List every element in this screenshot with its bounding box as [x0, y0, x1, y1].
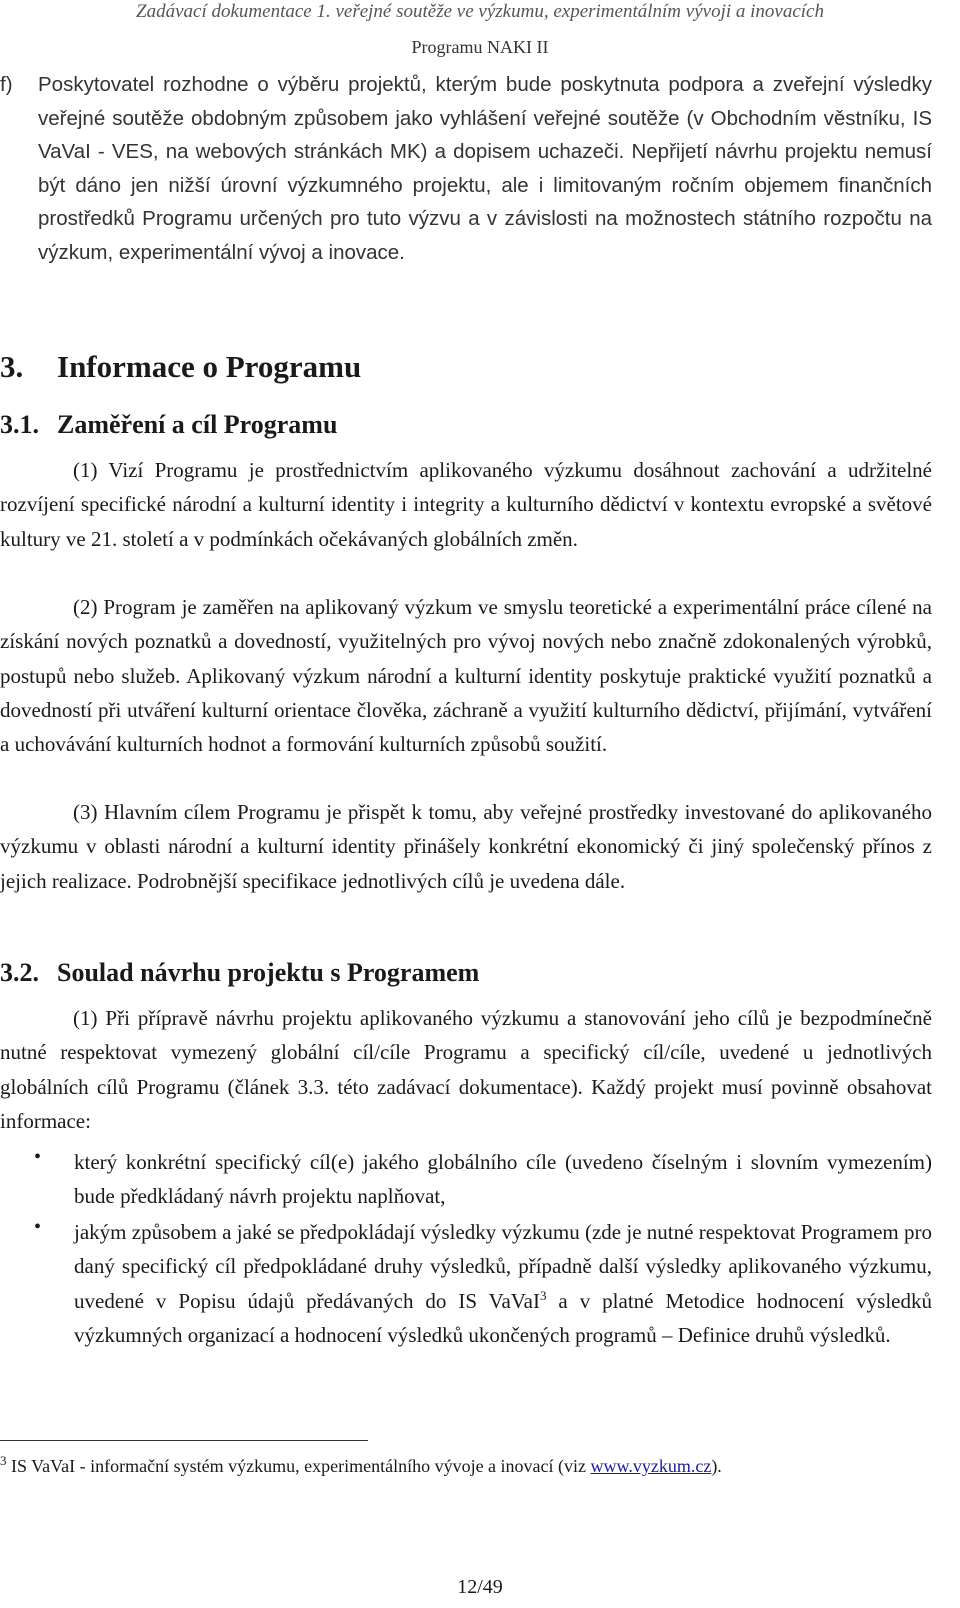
footnote-reference[interactable]: 3 [539, 1287, 547, 1303]
bullet-marker: • [34, 1216, 42, 1238]
item-f-text: Poskytovatel rozhodne o výběru projektů, kterým bude poskytnuta podpora a zveřejní výsledky veřejné soutěže obdobným způsobem jako vyhlášení veřejné soutěže (v Obchodním věstníku, IS VaVaI - VES, na webových stránkách MK) a dopisem uchazeči. Nepřijetí návrhu projektu nemusí být dáno jen nižší úrovní výzkumného projektu, ale i limitovaným ročním objemem finančních prostředků Programu určených pro tuto výzvu a v závislosti na možnostech státního rozpočtu na výzkum, experimentální vývoj a inovace. [38, 73, 932, 264]
section-3-1-paragraph-1: (1) Vizí Programu je prostřednictvím aplikovaného výzkumu dosáhnout zachování a udržitelné rozvíjení specifické národní a kulturní identity i integrity a kulturního dědictví v kontextu evropské a světové kultury ve 21. století a v podmínkách očekávaných globálních změn. [0, 458, 932, 551]
footnote: $^3$ IS VaVaI - informační systém výzkumu, experimentálního vývoje a inovací (viz www.vyzkum.cz). [0, 1453, 722, 1476]
section-3-number: 3. [0, 349, 24, 384]
section-3-1-title: Zaměření a cíl Programu [57, 410, 338, 439]
item-f-label: f) [0, 73, 13, 96]
footnote-link[interactable]: www.vyzkum.cz [590, 1456, 712, 1476]
section-3-1-paragraph-3: (3) Hlavním cílem Programu je přispět k tomu, aby veřejné prostředky investované do aplikovaného výzkumu v oblasti národní a kulturní identity přinášely konkrétní ekonomický či jiný společenský přínos z jejich realizace. Podrobnější specifikace jednotlivých cílů je uvedena dále. [0, 800, 932, 893]
section-3-1-heading [0, 409, 337, 441]
footnote-separator [0, 1440, 368, 1441]
bullet-item-2: jakým způsobem a jaké se předpokládají výsledky výzkumu (zde je nutné respektovat Programem pro daný specifický cíl předpokládané druhy výsledků, případně další výsledky aplikovaného výzkumu, uvedené v Popisu údajů předávaných do IS VaVaI$^3$ a v platné Metodice hodnocení výsledků výzkumných organizací a hodnocení výsledků ukončených programů – Definice druhů výsledků. [74, 1220, 932, 1347]
section-3-1-paragraph-2: (2) Program je zaměřen na aplikovaný výzkum ve smyslu teoretické a experimentální práce cílené na získání nových poznatků a dovedností, využitelných pro vývoj nových nebo značně zdokonalených výrobků, postupů nebo služeb. Aplikovaný výzkum národní a kulturní identity poskytuje praktické využití poznatků a dovedností při utváření kulturní orientace člověka, záchraně a využití kulturního dědictví, přijímání, vytváření a uchovávání kulturních hodnot a formování kulturních způsobů soužití. [0, 595, 932, 757]
running-header-title: Zadávací dokumentace 1. veřejné soutěže ve výzkumu, experimentálním vývoji a inovacích [136, 1, 824, 22]
section-3-2-paragraph-1: (1) Při přípravě návrhu projektu aplikovaného výzkumu a stanovování jeho cílů je bezpodmínečně nutné respektovat vymezený globální cíl/cíle Programu a specifický cíl/cíle, uvedené u jednotlivých globálních cílů Programu (článek 3.3. této zadávací dokumentace). Každý projekt musí povinně obsahovat informace: [0, 1006, 932, 1133]
section-3-title: Informace o Programu [57, 349, 362, 384]
section-3-2-title: Soulad návrhu projektu s Programem [57, 958, 480, 987]
running-header-program: Programu NAKI II [411, 37, 549, 57]
section-3-2-heading [0, 957, 479, 989]
section-3-heading [0, 348, 361, 386]
footnote-marker: 3 [0, 1453, 7, 1468]
section-3-1-number: 3.1. [0, 410, 39, 439]
section-3-2-number: 3.2. [0, 958, 39, 987]
bullet-item-1: který konkrétní specifický cíl(e) jakého globálního cíle (uvedeno číselným i slovním vymezením) bude předkládaný návrh projektu naplňovat, [74, 1150, 932, 1209]
page-number: 12/49 [457, 1576, 503, 1598]
bullet-marker: • [34, 1146, 42, 1168]
